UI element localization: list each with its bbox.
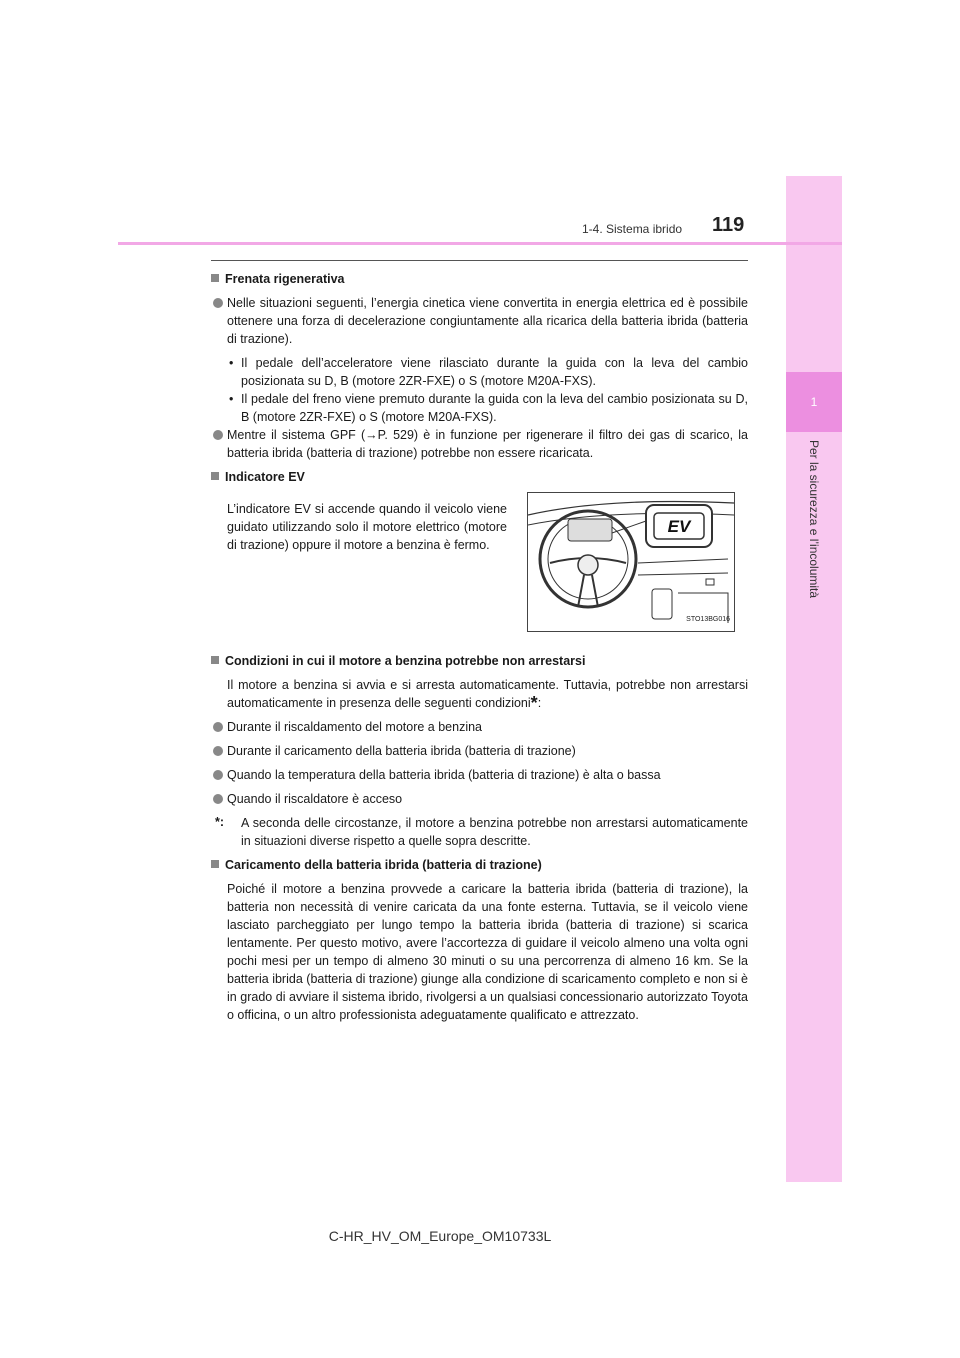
bullet-item: Quando il riscaldatore è acceso — [211, 790, 748, 808]
heading-regen: Frenata rigenerativa — [211, 270, 748, 288]
footnote: *: A seconda delle circostanze, il motore a benzina potrebbe non arrestarsi automaticamente in situazioni diverse rispetto a quelle sopra descritte. — [215, 815, 748, 848]
bullet-dot-icon — [213, 722, 223, 732]
image-code: STO13BG016 — [686, 616, 730, 623]
heading-charge: Caricamento della batteria ibrida (batteria di trazione) — [211, 856, 748, 874]
bullet-dot-icon — [213, 770, 223, 780]
chapter-number: 1 — [786, 372, 842, 432]
main-content — [211, 266, 748, 1024]
bullet-dot-icon — [213, 794, 223, 804]
section-title: 1-4. Sistema ibrido — [582, 222, 683, 236]
page-number: 119 — [712, 214, 745, 236]
footer-doc-id: C-HR_HV_OM_Europe_OM10733L — [328, 1228, 552, 1244]
ev-indicator-illustration — [527, 492, 735, 632]
sub-item: • Il pedale dell’acceleratore viene rilasciato durante la guida con la leva del cambio posizionata su D, B (motore 2ZR-FXE) o S (motore M20A-FXS). — [229, 356, 748, 388]
square-bullet-icon — [211, 656, 219, 664]
heading-ev: Indicatore EV — [211, 468, 748, 486]
chapter-label: Per la sicurezza e l’incolumità — [807, 440, 821, 599]
bullet-item: Durante il caricamento della batteria ibrida (batteria di trazione) — [211, 742, 748, 760]
square-bullet-icon — [211, 274, 219, 282]
header-divider — [118, 242, 842, 245]
ev-badge: EV — [667, 517, 691, 536]
bullet-item: Quando la temperatura della batteria ibrida (batteria di trazione) è alta o bassa — [211, 766, 748, 784]
ev-row — [211, 492, 748, 652]
sub-item: • Il pedale del freno viene premuto durante la guida con la leva del cambio posizionata su D, B (motore 2ZR-FXE) o S (motore M20A-FXS). — [229, 392, 748, 424]
square-bullet-icon — [211, 860, 219, 868]
bullet-item: Mentre il sistema GPF (→P. 529) è in funzione per rigenerare il filtro dei gas di scarico, la batteria ibrida (batteria di trazione) potrebbe non essere ricaricata. — [211, 426, 748, 462]
content-rule — [211, 260, 748, 261]
stop-intro: Il motore a benzina si avvia e si arresta automaticamente. Tuttavia, potrebbe non arrestarsi automaticamente in presenza delle seguenti condizioni*: — [227, 678, 748, 713]
square-bullet-icon — [211, 472, 219, 480]
bullet-item: Durante il riscaldamento del motore a benzina — [211, 718, 748, 736]
bullet-item: Nelle situazioni seguenti, l’energia cinetica viene convertita in energia elettrica ed è possibile ottenere una forza di decelerazione congiuntamente alla ricarica della batteria ibrida (batteria di trazione). — [211, 294, 748, 348]
ev-description: L’indicatore EV si accende quando il veicolo viene guidato utilizzando solo il motore elettrico (motore di trazione) oppure il motore a benzina è fermo. — [227, 502, 507, 552]
heading-stop: Condizioni in cui il motore a benzina potrebbe non arrestarsi — [211, 652, 748, 670]
charge-text: Poiché il motore a benzina provvede a caricare la batteria ibrida (batteria di trazione), la batteria non necessità di venire caricata da una fonte esterna. Tuttavia, se il veicolo viene lasciato parcheggiato per lungo tempo la batteria ibrida (batteria di trazione) si scarica lentamente. Per questo motivo, avere l’accortezza di guidare il veicolo almeno una volta ogni pochi mesi per un tempo di almeno 30 minuti o su una percorrenza di almeno 16 km. Se la batteria ibrida (batteria di trazione) giunge alla condizione di scaricamento completo e non si è in grado di avviare il sistema ibrido, rivolgersi a un qualsiasi concessionario autorizzato Toyota o officina, o un altro professionista adeguatamente qualificato e attrezzato. — [227, 882, 748, 1022]
bullet-dot-icon — [213, 746, 223, 756]
bullet-dot-icon — [213, 298, 223, 308]
side-chapter-tab — [786, 176, 842, 1182]
bullet-dot-icon — [213, 430, 223, 440]
